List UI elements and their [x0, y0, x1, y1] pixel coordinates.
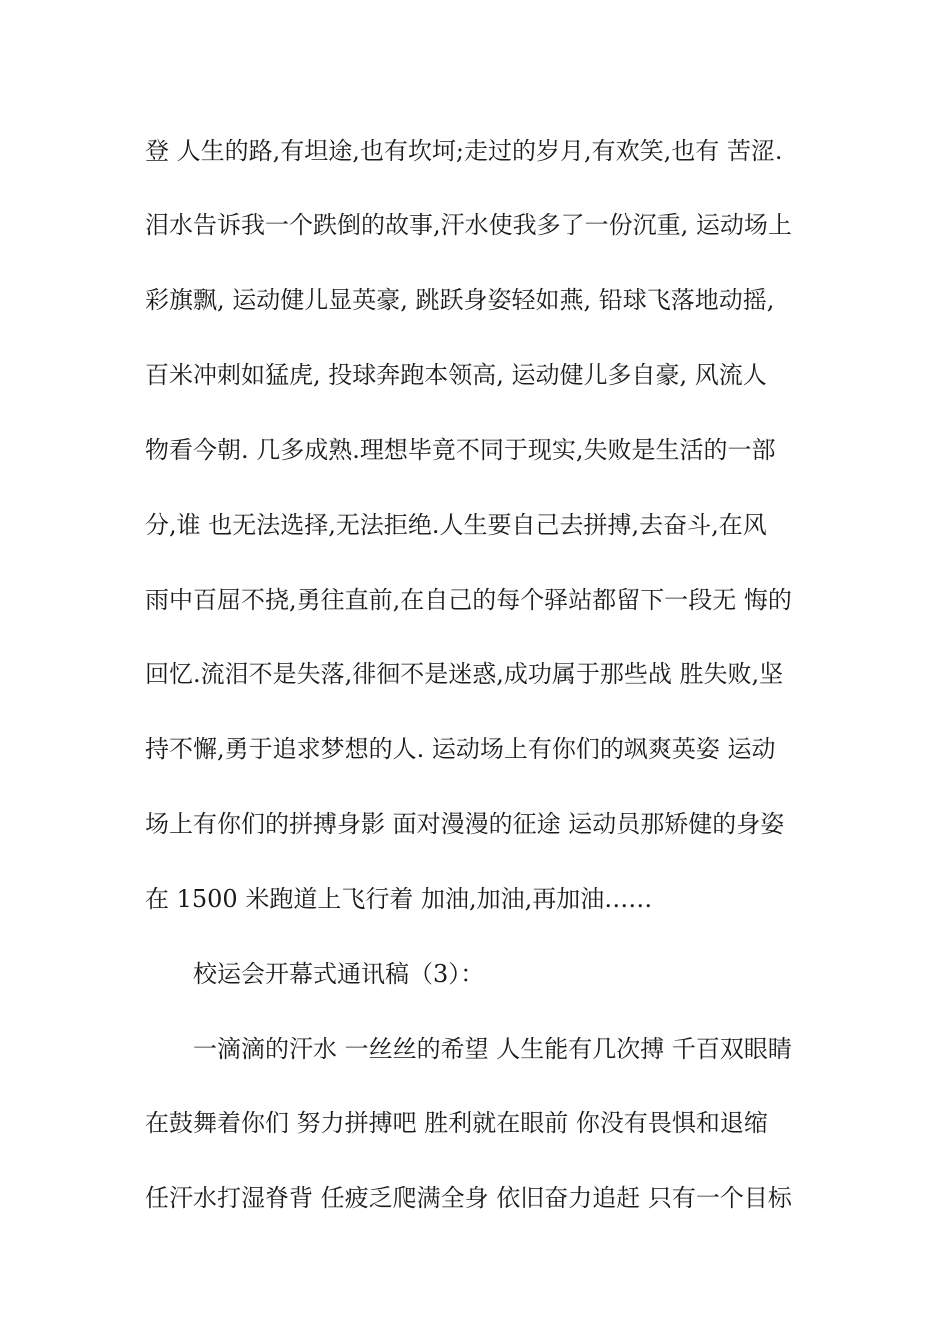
paragraph-1-line: 物看今朝. 几多成熟.理想毕竟不同于现实,失败是生活的一部 — [145, 436, 776, 464]
paragraph-1-line: 彩旗飘, 运动健儿显英豪, 跳跃身姿轻如燕, 铅球飞落地动摇, — [145, 286, 775, 314]
paragraph-1-line: 回忆.流泪不是失落,徘徊不是迷惑,成功属于那些战 胜失败,坚 — [145, 660, 784, 688]
paragraph-2-line: 一滴滴的汗水 一丝丝的希望 人生能有几次搏 千百双眼睛 — [193, 1035, 792, 1063]
paragraph-1-line: 持不懈,勇于追求梦想的人. 运动场上有你们的飒爽英姿 运动 — [145, 735, 776, 763]
section-heading: 校运会开幕式通讯稿（3）： — [193, 960, 485, 988]
paragraph-1-line: 分,谁 也无法选择,无法拒绝.人生要自己去拼搏,去奋斗,在风 — [145, 511, 767, 539]
paragraph-1-line: 泪水告诉我一个跌倒的故事,汗水使我多了一份沉重, 运动场上 — [145, 211, 792, 239]
paragraph-1-line: 百米冲刺如猛虎, 投球奔跑本领高, 运动健儿多自豪, 风流人 — [145, 361, 767, 389]
paragraph-1-line: 在 1500 米跑道上飞行着 加油,加油,再加油…… — [145, 885, 653, 913]
paragraph-1-line: 登 人生的路,有坦途,也有坎坷;走过的岁月,有欢笑,也有 苦涩. — [145, 137, 783, 165]
paragraph-2-line: 任汗水打湿脊背 任疲乏爬满全身 依旧奋力追赶 只有一个目标 — [145, 1184, 792, 1212]
paragraph-1-line: 雨中百屈不挠,勇往直前,在自己的每个驿站都留下一段无 悔的 — [145, 586, 792, 614]
paragraph-2-line: 在鼓舞着你们 努力拼搏吧 胜利就在眼前 你没有畏惧和退缩 — [145, 1109, 768, 1137]
paragraph-1-line: 场上有你们的拼搏身影 面对漫漫的征途 运动员那矫健的身姿 — [145, 810, 785, 838]
